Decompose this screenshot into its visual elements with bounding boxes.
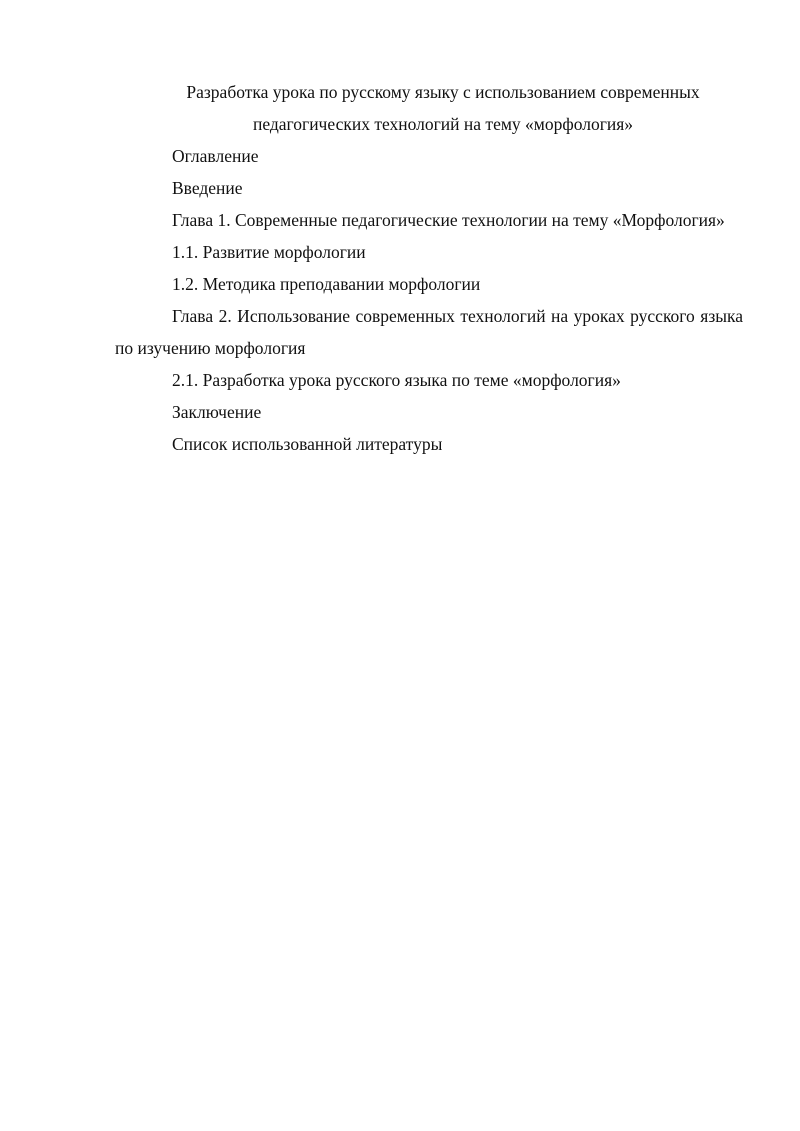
toc-item-section-2-1: 2.1. Разработка урока русского языка по теме «морфология»: [172, 370, 621, 390]
toc-item-chapter-2: Глава 2. Использование современных технологий на уроках русского языка по изучению морфология: [115, 306, 743, 358]
document-title: Разработка урока по русскому языку с использованием современных педагогических технологий на тему «морфология»: [186, 82, 700, 134]
toc-item-references: Список использованной литературы: [172, 434, 443, 454]
toc-item-introduction: Введение: [172, 178, 243, 198]
toc-item-section-1-2: 1.2. Методика преподавании морфологии: [172, 274, 481, 294]
toc-item-conclusion: Заключение: [172, 402, 262, 422]
toc-item-section-1-1: 1.1. Развитие морфологии: [172, 242, 366, 262]
toc-heading: Оглавление: [172, 146, 259, 166]
table-of-contents: [115, 140, 743, 460]
toc-item-chapter-1: Глава 1. Современные педагогические технологии на тему «Морфология»: [172, 210, 725, 230]
